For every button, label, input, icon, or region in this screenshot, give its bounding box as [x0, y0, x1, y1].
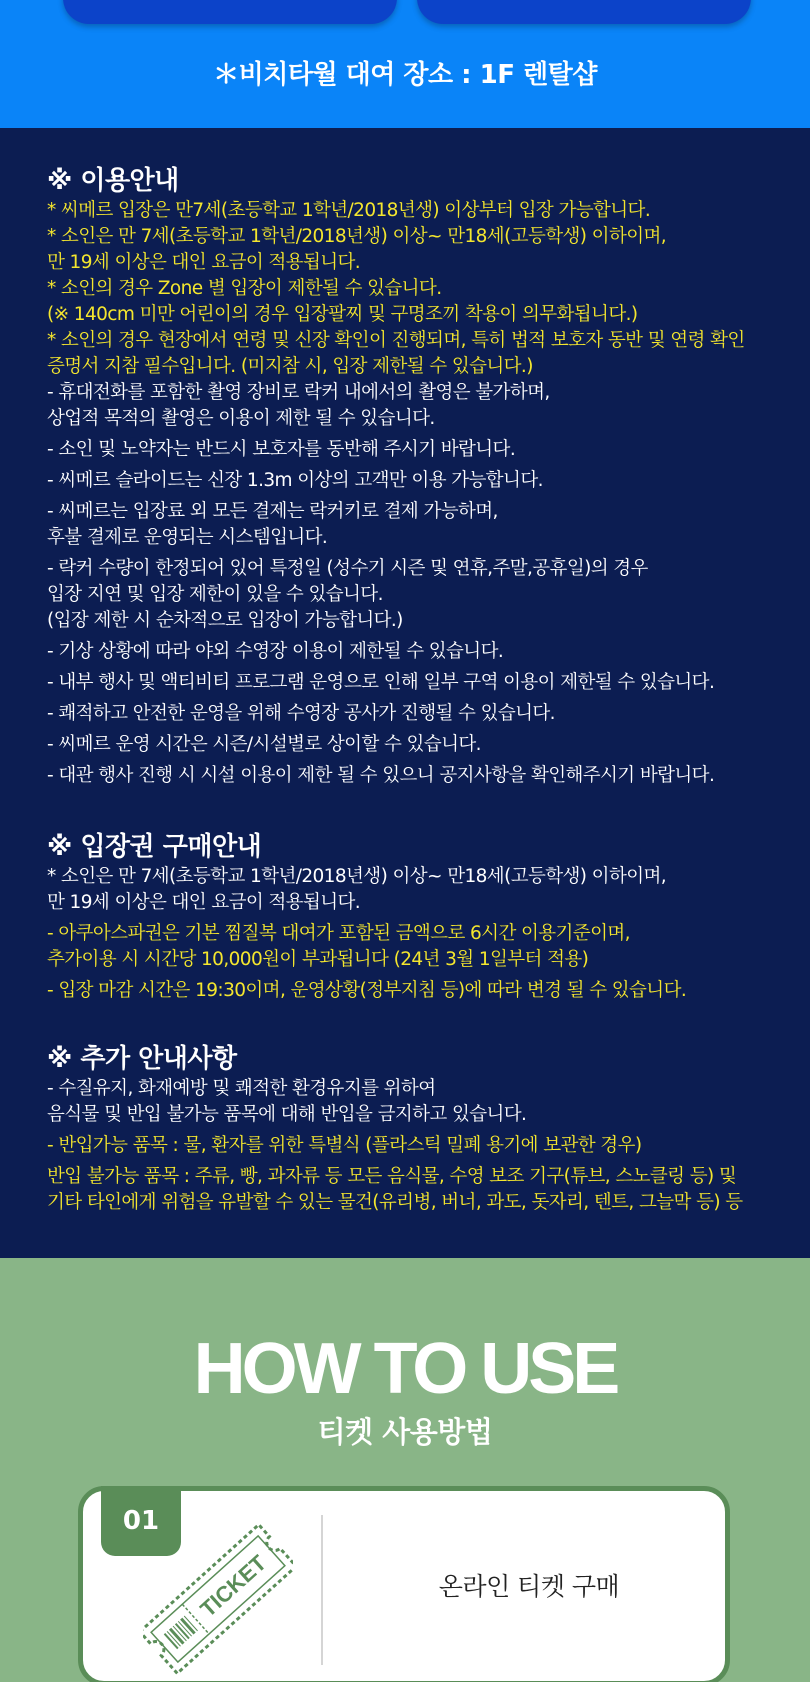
ticket-icon-text: TICKET [195, 1550, 272, 1622]
usage-line: 만 19세 이상은 대인 요금이 적용됩니다. [47, 252, 361, 273]
step-card-online-purchase[interactable] [78, 1486, 730, 1682]
ticket-line: 만 19세 이상은 대인 요금이 적용됩니다. [47, 892, 361, 913]
usage-line: - 휴대전화를 포함한 촬영 장비로 락커 내에서의 촬영은 불가하며, [47, 382, 550, 403]
ticket-purchase-title: ※ 입장권 구매안내 [47, 832, 262, 862]
ticket-line: - 입장 마감 시간은 19:30이며, 운영상황(정부지침 등)에 따라 변경 될 수 있습니다. [47, 980, 687, 1001]
ticket-line: 추가이용 시 시간당 10,000원이 부과됩니다 (24년 3월 1일부터 적용) [47, 949, 589, 970]
usage-line: * 소인은 만 7세(초등학교 1학년/2018년생) 이상~ 만18세(고등학생) 이하이며, [47, 226, 667, 247]
usage-line: - 기상 상황에 따라 야외 수영장 이용이 제한될 수 있습니다. [47, 641, 504, 662]
usage-line: 증명서 지참 필수입니다. (미지참 시, 입장 제한될 수 있습니다.) [47, 356, 533, 377]
usage-line: * 소인의 경우 현장에서 연령 및 신장 확인이 진행되며, 특히 법적 보호자 동반 및 연령 확인 [47, 330, 745, 351]
usage-line: 후불 결제로 운영되는 시스템입니다. [47, 527, 328, 548]
usage-line: - 쾌적하고 안전한 운영을 위해 수영장 공사가 진행될 수 있습니다. [47, 703, 555, 724]
usage-line: 입장 지연 및 입장 제한이 있을 수 있습니다. [47, 584, 383, 605]
usage-line: * 씨메르 입장은 만7세(초등학교 1학년/2018년생) 이상부터 입장 가능합니다. [47, 200, 651, 221]
extra-info-section [47, 1038, 767, 1216]
extra-line: 반입 불가능 품목 : 주류, 빵, 과자류 등 모든 음식물, 수영 보조 기구(튜브, 스노클링 등) 및 [47, 1166, 737, 1187]
top-tab-button-left[interactable] [63, 0, 397, 24]
step-number-badge: 01 [101, 1486, 181, 1556]
usage-line: - 대관 행사 진행 시 시설 이용이 제한 될 수 있으니 공지사항을 확인해주시기 바랍니다. [47, 765, 715, 786]
usage-line: - 락커 수량이 한정되어 있어 특정일 (성수기 시즌 및 연휴,주말,공휴일)의 경우 [47, 558, 648, 579]
extra-line: - 수질유지, 화재예방 및 쾌적한 환경유지를 위하여 [47, 1078, 436, 1099]
usage-line: - 내부 행사 및 액티비티 프로그램 운영으로 인해 일부 구역 이용이 제한될 수 있습니다. [47, 672, 715, 693]
usage-guide-section [47, 160, 767, 789]
ticket-line: - 아쿠아스파권은 기본 찜질복 대여가 포함된 금액으로 6시간 이용기준이며, [47, 923, 630, 944]
ticket-icon [143, 1511, 293, 1681]
usage-line: (입장 제한 시 순차적으로 입장이 가능합니다.) [47, 610, 403, 631]
top-tab-button-right[interactable] [417, 0, 751, 24]
extra-line: 기타 타인에게 위험을 유발할 수 있는 물건(유리병, 버너, 과도, 돗자리, 텐트, 그늘막 등) 등 [47, 1192, 743, 1213]
usage-line: - 씨메르 슬라이드는 신장 1.3m 이상의 고객만 이용 가능합니다. [47, 470, 543, 491]
extra-line: - 반입가능 품목 : 물, 환자를 위한 특별식 (플라스틱 밀폐 용기에 보관한 경우) [47, 1135, 642, 1156]
usage-line: (※ 140cm 미만 어린이의 경우 입장팔찌 및 구명조끼 착용이 의무화됩니다.) [47, 304, 638, 325]
rental-banner [0, 0, 810, 128]
usage-guide-title: ※ 이용안내 [47, 166, 179, 196]
usage-line: 상업적 목적의 촬영은 이용이 제한 될 수 있습니다. [47, 408, 435, 429]
how-to-use-title: HOW TO USE [193, 1329, 617, 1409]
ticket-line: * 소인은 만 7세(초등학교 1학년/2018년생) 이상~ 만18세(고등학생) 이하이며, [47, 866, 667, 887]
usage-line: * 소인의 경우 Zone 별 입장이 제한될 수 있습니다. [47, 278, 442, 299]
extra-info-title: ※ 추가 안내사항 [47, 1044, 237, 1074]
step-label: 온라인 티켓 구매 [438, 1572, 620, 1601]
info-section [0, 128, 810, 1258]
extra-line: 음식물 및 반입 불가능 품목에 대해 반입을 금지하고 있습니다. [47, 1104, 527, 1125]
usage-line: - 씨메르 운영 시간은 시즌/시설별로 상이할 수 있습니다. [47, 734, 481, 755]
usage-line: - 씨메르는 입장료 외 모든 결제는 락커키로 결제 가능하며, [47, 501, 498, 522]
ticket-purchase-section [47, 826, 767, 1004]
how-to-use-section [0, 1258, 810, 1682]
how-to-use-subtitle: 티켓 사용방법 [317, 1415, 493, 1449]
usage-line: - 소인 및 노약자는 반드시 보호자를 동반해 주시기 바랍니다. [47, 439, 516, 460]
rental-location-text: ＊비치타월 대여 장소 : 1F 렌탈샵 [213, 60, 597, 90]
